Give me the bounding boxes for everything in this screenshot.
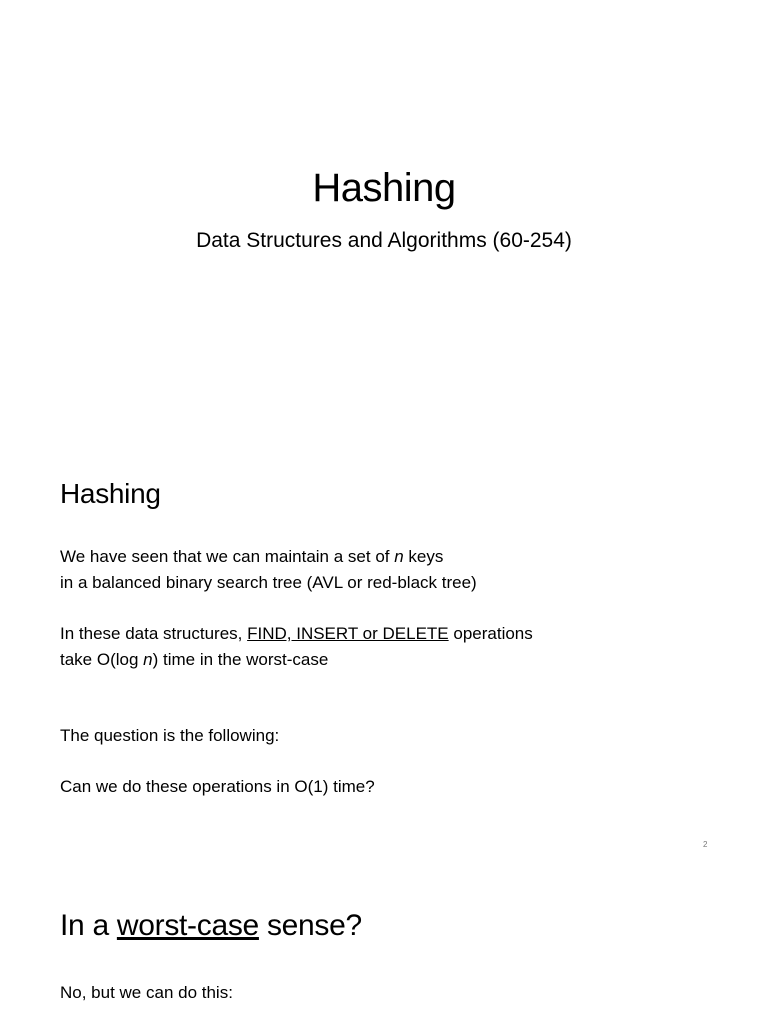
paragraph-operations <box>60 621 533 673</box>
page-number: 2 <box>703 840 708 849</box>
text-line: take O(log n) time in the worst-case <box>60 650 329 669</box>
slide-title: Hashing <box>312 166 456 210</box>
slide-subtitle: Data Structures and Algorithms (60-254) <box>196 229 572 252</box>
paragraph-question-body: Can we do these operations in O(1) time? <box>60 777 375 796</box>
text-line: in a balanced binary search tree (AVL or red-black tree) <box>60 573 477 592</box>
paragraph-keys <box>60 544 477 596</box>
underlined-worst-case: worst-case <box>116 909 259 942</box>
slide-heading: In a worst-case sense? <box>60 909 362 942</box>
paragraph-question: The question is the following: <box>60 726 280 745</box>
paragraph-answer: No, but we can do this: <box>60 983 233 1002</box>
slide-heading: Hashing <box>60 478 161 509</box>
text-line: In these data structures, FIND, INSERT or DELETE operations <box>60 624 533 643</box>
text-line: We have seen that we can maintain a set of n keys <box>60 547 444 566</box>
underlined-operations: FIND, INSERT or DELETE <box>247 624 449 643</box>
